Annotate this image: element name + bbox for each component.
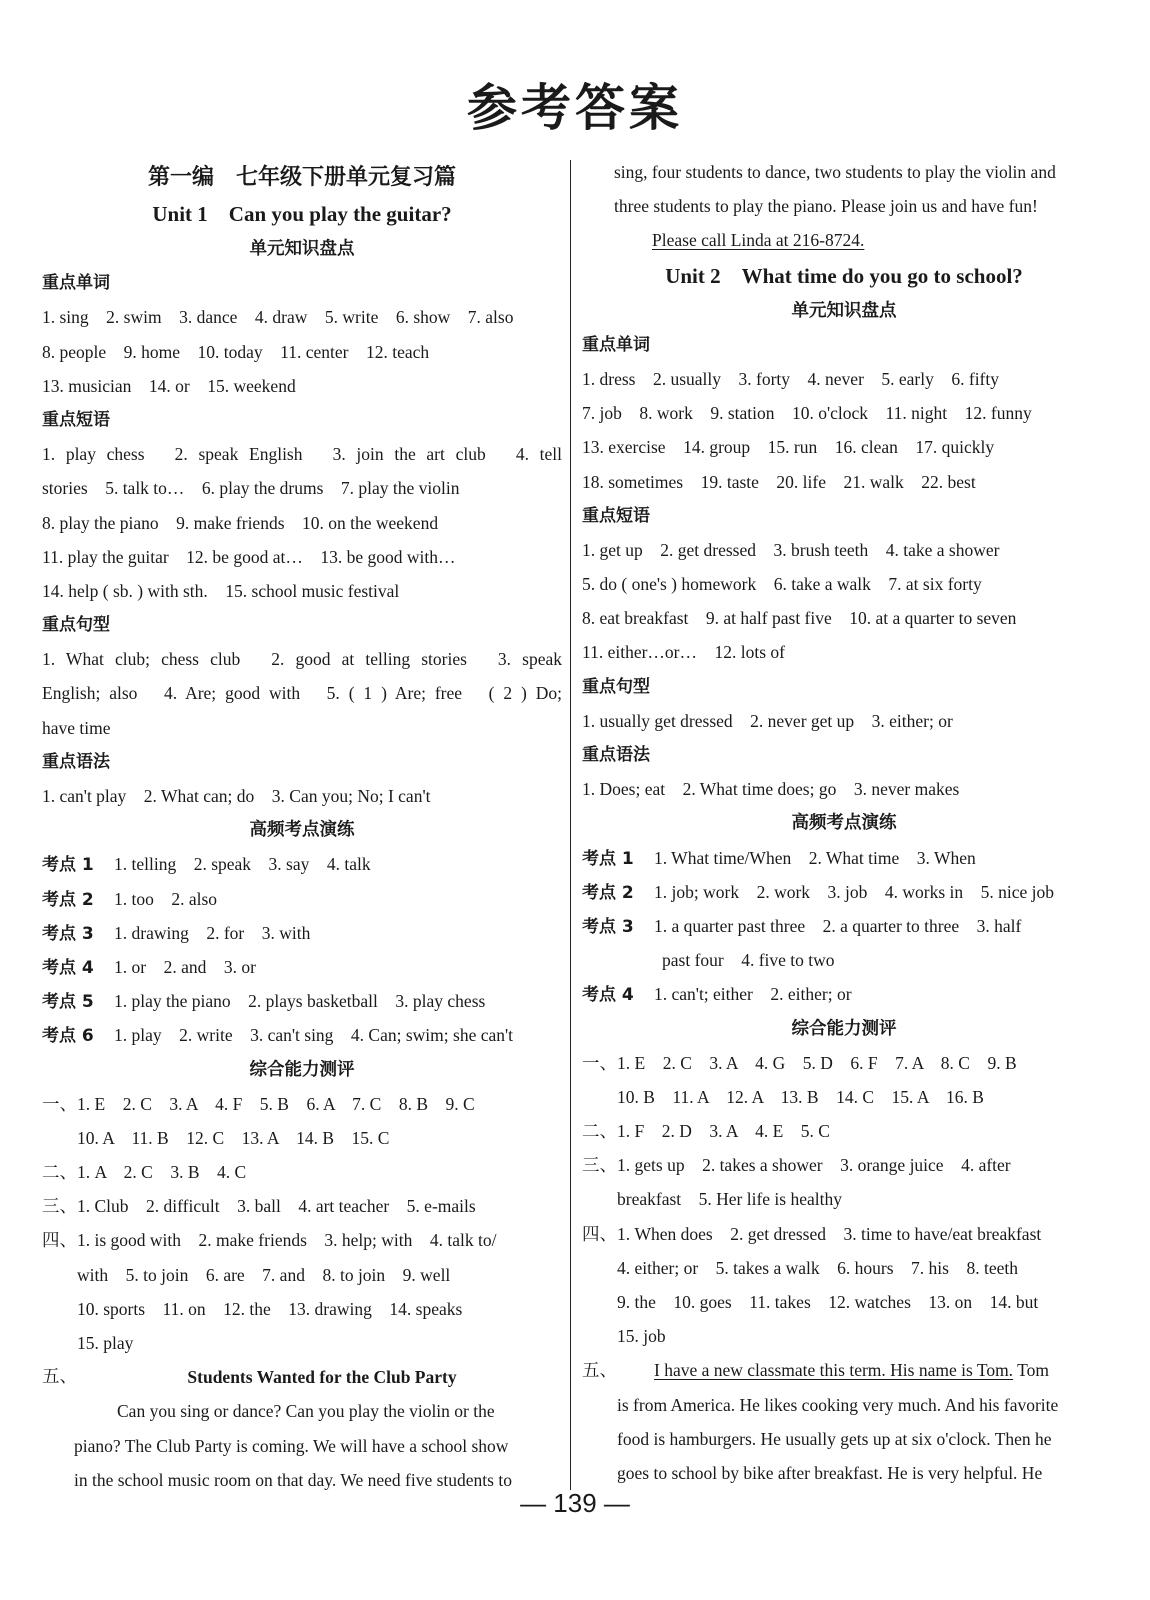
key-phrases-heading: 重点短语 bbox=[582, 505, 650, 526]
essay-line: food is hamburgers. He usually gets up at six o'clock. Then he bbox=[617, 1428, 1052, 1449]
drill-label: 考点 3 bbox=[42, 923, 94, 944]
answer-line: 15. job bbox=[617, 1326, 666, 1347]
answer-line: stories 5. talk to… 6. play the drums 7. play the violin bbox=[42, 478, 460, 499]
answer-line: 8. eat breakfast 9. at half past five 10. at a quarter to seven bbox=[582, 608, 1017, 629]
answer-line: 二、1. F 2. D 3. A 4. E 5. C bbox=[582, 1121, 830, 1142]
drill-label: 考点 2 bbox=[582, 882, 634, 903]
drill-line: 考点 3 1. drawing 2. for 3. with bbox=[42, 916, 562, 950]
key-words-heading: 重点单词 bbox=[582, 334, 650, 355]
answer-line: 三、1. Club 2. difficult 3. ball 4. art teacher 5. e-mails bbox=[42, 1196, 476, 1217]
section-drill-heading: 高频考点演练 bbox=[791, 813, 897, 834]
key-words-heading: 重点单词 bbox=[42, 273, 110, 294]
answer-line: 11. play the guitar 12. be good at… 13. be good with… bbox=[42, 546, 456, 567]
essay-line: goes to school by bike after breakfast. He is very helpful. He bbox=[617, 1462, 1043, 1483]
answer-line: 1. sing 2. swim 3. dance 4. draw 5. write 6. show 7. also bbox=[42, 307, 514, 328]
key-grammar-heading: 重点语法 bbox=[582, 745, 650, 765]
drill-line: 考点 2 1. too 2. also bbox=[42, 882, 562, 916]
essay-mark: 五、 bbox=[42, 1367, 77, 1388]
answer-line: 10. sports 11. on 12. the 13. drawing 14. speaks bbox=[77, 1298, 463, 1319]
left-column bbox=[42, 160, 562, 1497]
drill-label: 考点 4 bbox=[42, 957, 94, 978]
right-column bbox=[582, 155, 1106, 1490]
drill-label: 考点 2 bbox=[42, 889, 94, 910]
answer-line: breakfast 5. Her life is healthy bbox=[617, 1189, 842, 1210]
column-divider bbox=[570, 160, 571, 1490]
essay-line: sing, four students to dance, two students to play the violin and bbox=[614, 162, 1056, 182]
section-test-heading: 综合能力测评 bbox=[249, 1059, 355, 1080]
drill-line: 考点 5 1. play the piano 2. plays basketball 3. play chess bbox=[42, 984, 562, 1018]
essay-heading bbox=[42, 1360, 562, 1394]
answer-line: 1. get up 2. get dressed 3. brush teeth 4. take a shower bbox=[582, 539, 1000, 560]
essay-title: Students Wanted for the Club Party bbox=[187, 1367, 457, 1388]
drill-line: 考点 4 1. or 2. and 3. or bbox=[42, 950, 562, 984]
drill-line: 考点 2 1. job; work 2. work 3. job 4. works in 5. nice job bbox=[582, 875, 1106, 909]
answer-line: 15. play bbox=[77, 1333, 134, 1353]
answer-line: English; also 4. Are; good with 5. ( 1 ) Are; free ( 2 ) Do; bbox=[42, 683, 562, 704]
section-test-heading: 综合能力测评 bbox=[791, 1018, 897, 1039]
answer-line: 1. can't play 2. What can; do 3. Can you; No; I can't bbox=[42, 786, 431, 806]
answer-line: 5. do ( one's ) homework 6. take a walk 7. at six forty bbox=[582, 574, 982, 595]
essay-line: three students to play the piano. Please join us and have fun! bbox=[614, 196, 1038, 217]
answer-line: 1. dress 2. usually 3. forty 4. never 5. early 6. fifty bbox=[582, 368, 1000, 389]
answer-line: 1. Does; eat 2. What time does; go 3. never makes bbox=[582, 779, 960, 800]
essay-mark: 五、 bbox=[582, 1361, 617, 1382]
page-number: — 139 — bbox=[520, 1488, 630, 1518]
answer-line: 10. B 11. A 12. A 13. B 14. C 15. A 16. B bbox=[617, 1086, 984, 1107]
answer-line: 1. usually get dressed 2. never get up 3. either; or bbox=[582, 710, 953, 731]
drill-label: 考点 1 bbox=[582, 848, 634, 869]
unit-2-title: Unit 2 What time do you go to school? bbox=[665, 263, 1023, 288]
page-title: 参考答案 bbox=[467, 79, 683, 137]
drill-label: 考点 3 bbox=[582, 916, 634, 937]
answer-line: 1. play chess 2. speak English 3. join the art club 4. tell bbox=[42, 444, 562, 465]
essay-line: Please call Linda at 216-8724. bbox=[652, 230, 865, 251]
essay-line: Can you sing or dance? Can you play the violin or the bbox=[117, 1401, 495, 1422]
key-sentences-heading: 重点句型 bbox=[582, 676, 650, 697]
answer-line: 三、1. gets up 2. takes a shower 3. orange juice 4. after bbox=[582, 1155, 1011, 1176]
answer-line: 8. people 9. home 10. today 11. center 12. teach bbox=[42, 341, 430, 362]
answer-line: 四、1. When does 2. get dressed 3. time to have/eat breakfast bbox=[582, 1223, 1042, 1244]
key-sentences-heading: 重点句型 bbox=[42, 615, 110, 636]
answer-line: 二、1. A 2. C 3. B 4. C bbox=[42, 1162, 247, 1183]
answer-line: 13. musician 14. or 15. weekend bbox=[42, 375, 296, 396]
answer-line: have time bbox=[42, 717, 111, 738]
answer-line: 13. exercise 14. group 15. run 16. clean 17. quickly bbox=[582, 437, 995, 458]
answer-line: with 5. to join 6. are 7. and 8. to join 9. well bbox=[77, 1264, 451, 1285]
drill-line: 考点 6 1. play 2. write 3. can't sing 4. Can; swim; she can't bbox=[42, 1018, 562, 1052]
answer-line: 一、1. E 2. C 3. A 4. F 5. B 6. A 7. C 8. B 9. C bbox=[42, 1093, 475, 1114]
answer-line: 8. play the piano 9. make friends 10. on the weekend bbox=[42, 512, 439, 533]
answer-line: 11. either…or… 12. lots of bbox=[582, 642, 786, 663]
answer-line: 7. job 8. work 9. station 10. o'clock 11. night 12. funny bbox=[582, 403, 1032, 424]
answer-line: 10. A 11. B 12. C 13. A 14. B 15. C bbox=[77, 1127, 390, 1148]
section-knowledge-heading: 单元知识盘点 bbox=[791, 300, 897, 321]
essay-line: 五、 I have a new classmate this term. His name is Tom. Tom bbox=[582, 1353, 1106, 1387]
key-grammar-heading: 重点语法 bbox=[42, 751, 110, 772]
drill-line: 考点 3 1. a quarter past three 2. a quarter to three 3. half bbox=[582, 909, 1106, 943]
drill-label: 考点 1 bbox=[42, 855, 94, 876]
drill-line-cont: past four 4. five to two bbox=[662, 950, 835, 971]
section-drill-heading: 高频考点演练 bbox=[249, 820, 355, 841]
drill-line: 考点 1 1. What time/When 2. What time 3. When bbox=[582, 841, 1106, 875]
answer-line: 一、1. E 2. C 3. A 4. G 5. D 6. F 7. A 8. C 9. B bbox=[582, 1052, 1017, 1073]
section-knowledge-heading: 单元知识盘点 bbox=[249, 239, 355, 259]
answer-line: 18. sometimes 19. taste 20. life 21. walk 22. best bbox=[582, 471, 976, 492]
answer-line: 四、1. is good with 2. make friends 3. help; with 4. talk to/ bbox=[42, 1230, 497, 1251]
essay-line: piano? The Club Party is coming. We will have a school show bbox=[74, 1435, 509, 1456]
answer-line: 1. What club; chess club 2. good at telling stories 3. speak bbox=[42, 649, 562, 670]
drill-label: 考点 5 bbox=[42, 992, 94, 1013]
answer-line: 9. the 10. goes 11. takes 12. watches 13. on 14. but bbox=[617, 1292, 1039, 1312]
essay-line: is from America. He likes cooking very much. And his favorite bbox=[617, 1394, 1059, 1415]
drill-label: 考点 6 bbox=[42, 1026, 94, 1047]
answer-line: 4. either; or 5. takes a walk 6. hours 7. his 8. teeth bbox=[617, 1257, 1018, 1278]
drill-line: 考点 1 1. telling 2. speak 3. say 4. talk bbox=[42, 847, 562, 881]
unit-1-title: Unit 1 Can you play the guitar? bbox=[152, 202, 452, 226]
answer-line: 14. help ( sb. ) with sth. 15. school music festival bbox=[42, 580, 400, 601]
key-phrases-heading: 重点短语 bbox=[42, 409, 110, 430]
drill-label: 考点 4 bbox=[582, 985, 634, 1006]
part-title: 第一编 七年级下册单元复习篇 bbox=[147, 165, 456, 190]
drill-line: 考点 4 1. can't; either 2. either; or bbox=[582, 977, 1106, 1011]
essay-line: in the school music room on that day. We need five students to bbox=[74, 1469, 512, 1490]
